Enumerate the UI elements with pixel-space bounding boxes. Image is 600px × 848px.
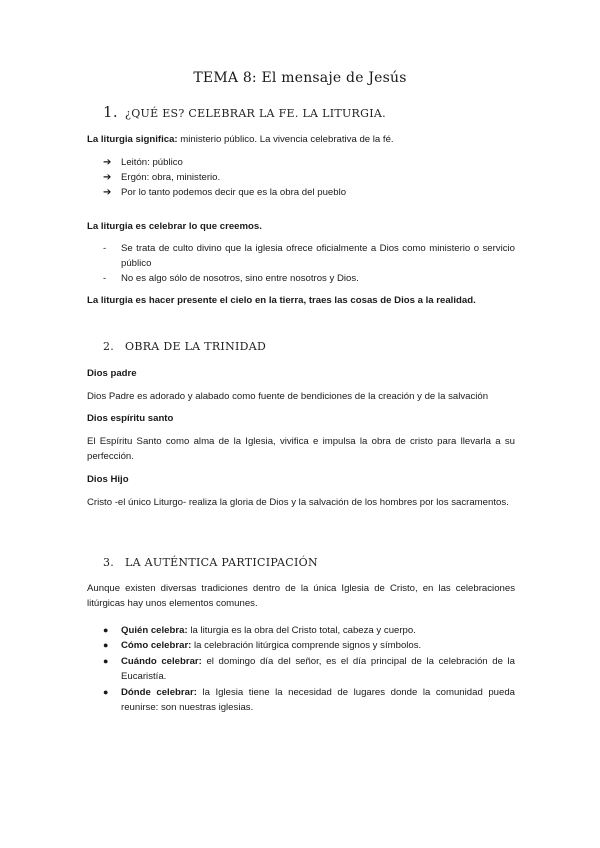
list-item-text: Por lo tanto podemos decir que es la obra del pueblo — [121, 187, 347, 198]
list-item — [103, 638, 515, 653]
bullet-text: la celebración litúrgica comprende signos y símbolos. — [191, 640, 422, 651]
section-number: 1. — [103, 103, 118, 121]
list-item — [103, 685, 515, 715]
definition-paragraph — [87, 132, 515, 147]
list-item — [103, 623, 515, 638]
section-number: 2. — [103, 340, 115, 353]
list-item — [103, 241, 515, 271]
section-heading-2 — [103, 340, 266, 353]
section-heading-text: OBRA DE LA TRINIDAD — [125, 340, 267, 353]
paragraph: Cristo -el único Liturgo- realiza la gloria de Dios y la salvación de los hombres por los sacramentos. — [87, 497, 509, 508]
bullet-term: Cómo celebrar: — [121, 640, 192, 651]
section-heading-text: LA AUTÉNTICA PARTICIPACIÓN — [125, 556, 318, 569]
bullet-marker: ● — [103, 687, 109, 697]
bullet-term: Cuándo celebrar: — [121, 656, 202, 667]
definition-text: ministerio público. La vivencia celebrativa de la fé. — [177, 134, 394, 145]
bullet-term: Quién celebra: — [121, 625, 188, 636]
section-heading-text: ¿QUÉ ES? CELEBRAR LA FE. LA LITURGIA. — [125, 107, 386, 120]
bullet-marker: ● — [103, 640, 109, 650]
bullet-marker: ● — [103, 625, 109, 635]
section-number: 3. — [103, 556, 115, 569]
list-item — [103, 157, 183, 168]
bullet-text: el domingo día del señor, es el día principal de la celebración de la Eucaristía. — [121, 656, 515, 682]
list-item — [103, 271, 515, 286]
list-item-text: Ergón: obra, ministerio. — [121, 172, 221, 183]
list-item-text: Se trata de culto divino que la iglesia ofrece oficialmente a Dios como ministerio o servicio público — [121, 243, 515, 269]
definition-label: La liturgia significa: — [87, 134, 178, 145]
dash-marker: - — [103, 243, 107, 254]
page-title: TEMA 8: El mensaje de Jesús — [193, 70, 407, 86]
section-heading-1 — [103, 103, 386, 121]
subheading-dios-padre: Dios padre — [87, 368, 137, 379]
paragraph: Dios Padre es adorado y alabado como fuente de bendiciones de la creación y de la salvación — [87, 391, 489, 402]
arrow-icon: ➔ — [103, 172, 112, 183]
subheading-dios-hijo: Dios Hijo — [87, 474, 129, 485]
bullet-marker: ● — [103, 656, 109, 666]
subheading-dios-espiritu-santo: Dios espíritu santo — [87, 413, 174, 424]
list-item — [103, 187, 346, 198]
bullet-term: Dónde celebrar: — [121, 687, 197, 698]
paragraph: El Espíritu Santo como alma de la Iglesia, vivifica e impulsa la obra de cristo para llevarla a su perfección. — [87, 436, 515, 462]
intro-paragraph: Aunque existen diversas tradiciones dentro de la única Iglesia de Cristo, en las celebraciones litúrgicas hay unos elementos comunes. — [87, 583, 515, 609]
arrow-icon: ➔ — [103, 157, 112, 168]
section-heading-3 — [103, 556, 318, 569]
bold-statement: La liturgia es celebrar lo que creemos. — [87, 221, 262, 232]
arrow-icon: ➔ — [103, 187, 112, 198]
list-item — [103, 654, 515, 684]
bold-statement: La liturgia es hacer presente el cielo en la tierra, traes las cosas de Dios a la realidad. — [87, 295, 476, 306]
bullet-text: la Iglesia tiene la necesidad de lugares donde la comunidad pueda reunirse: son nuestras iglesias. — [121, 687, 515, 713]
bullet-text: la liturgia es la obra del Cristo total, cabeza y cuerpo. — [187, 625, 416, 636]
list-item — [103, 172, 220, 183]
list-item-text: No es algo sólo de nosotros, sino entre nosotros y Dios. — [121, 273, 359, 284]
list-item-text: Leitón: público — [121, 157, 183, 168]
dash-marker: - — [103, 273, 107, 284]
